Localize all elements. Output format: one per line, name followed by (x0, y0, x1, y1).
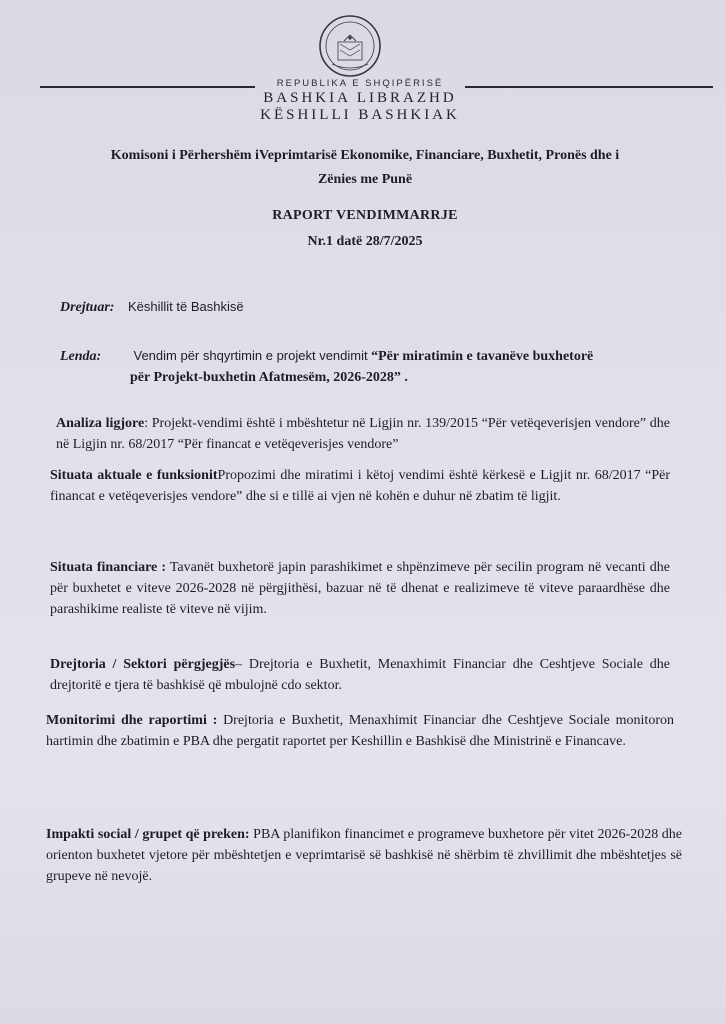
financial-situation-section (50, 557, 670, 620)
social-impact-text: PBA planifikon financimet e programeve buxhetore për vitet 2026-2028 dhe orienton buxhetet vjetore për mbështetjen e veprimtarisë së bashkisë në shërbim të zhvillimit dhe mbështetjes së grupeve në nevojë. (46, 827, 682, 884)
financial-situation-label: Situata financiare : (50, 560, 166, 575)
social-impact-label: Impakti social / grupet që preken: (46, 827, 250, 842)
current-situation-section (50, 465, 670, 507)
responsible-directorate-label: Drejtoria / Sektori përgjegjës (50, 657, 236, 672)
current-situation-text: Propozimi dhe miratimi i këtoj vendimi është kërkesë e Ligjit nr. 68/2017 “Për financat e vetëqeverisjes vendore” dhe si e tillë ai vjen në kohën e duhur në zbatim të ligjit. (50, 468, 670, 504)
committee-title (60, 144, 670, 192)
social-impact-section (46, 824, 682, 887)
committee-line-1: Komisoni i Përhershëm iVeprimtarisë Ekonomike, Financiare, Buxhetit, Pronës dhe i (110, 148, 620, 163)
report-number: Nr.1 datë 28/7/2025 (307, 234, 423, 249)
responsible-directorate-section (50, 654, 670, 696)
legal-analysis-label: Analiza ligjore (56, 416, 145, 431)
subject-bold-line-2: për Projekt-buxhetin Afatmesëm, 2026-2028” . (130, 370, 408, 385)
subject-text: Vendim për shqyrtimin e projekt vendimit (133, 348, 368, 363)
report-title: RAPORT VENDIMMARRJE (272, 208, 458, 223)
addressed-text: Këshillit të Bashkisë (127, 299, 244, 314)
monitoring-text: Drejtoria e Buxhetit, Menaxhimit Financiar dhe Ceshtjeve Sociale monitoron hartimin dhe zbatimin e PBA dhe pergatit raportet per Keshillin e Bashkisë dhe Ministrinë e Financave. (46, 713, 674, 749)
responsible-directorate-text: – Drejtoria e Buxhetit, Menaxhimit Financiar dhe Ceshtjeve Sociale dhe drejtoritë e tjera të bashkisë që mbulojnë cdo sektor. (50, 657, 670, 693)
monitoring-label: Monitorimi dhe raportimi : (46, 713, 218, 728)
municipality-heading: BASHKIA LIBRAZHD (263, 90, 457, 106)
subject-bold-line-1: “Për miratimin e tavanëve buxhetorë (371, 349, 594, 364)
addressed-label: Drejtuar: (60, 300, 115, 315)
current-situation-label: Situata aktuale e funksionit (50, 468, 218, 483)
financial-situation-text: Tavanët buxhetorë japin parashikimet e shpënzimeve për secilin program në vecanti dhe për buxhetet e viteve 2026-2028 në përgjithësi, bazuar në të dhenat e realizimeve të viteve paraardhëse dhe parashikime realiste të viteve në vijim. (50, 560, 670, 617)
republic-heading: REPUBLIKA E SHQIPËRISË (276, 78, 444, 89)
header-rule-left (40, 86, 255, 88)
legal-analysis-section (56, 413, 670, 455)
committee-line-2: Zënies me Punë (317, 172, 413, 187)
subject-section (60, 345, 680, 388)
monitoring-section (46, 710, 674, 752)
header-rule-right (465, 86, 713, 88)
addressed-section (60, 296, 660, 318)
council-heading: KËSHILLI BASHKIAK (260, 107, 460, 123)
subject-label: Lenda: (60, 349, 102, 364)
municipality-seal-icon (318, 14, 382, 78)
legal-analysis-text: : Projekt-vendimi është i mbështetur në Ligjin nr. 139/2015 “Për vetëqeverisjen vendore” dhe në Ligjin nr. 68/2017 “Për financat e vetëqeverisjes vendore” (56, 416, 670, 452)
